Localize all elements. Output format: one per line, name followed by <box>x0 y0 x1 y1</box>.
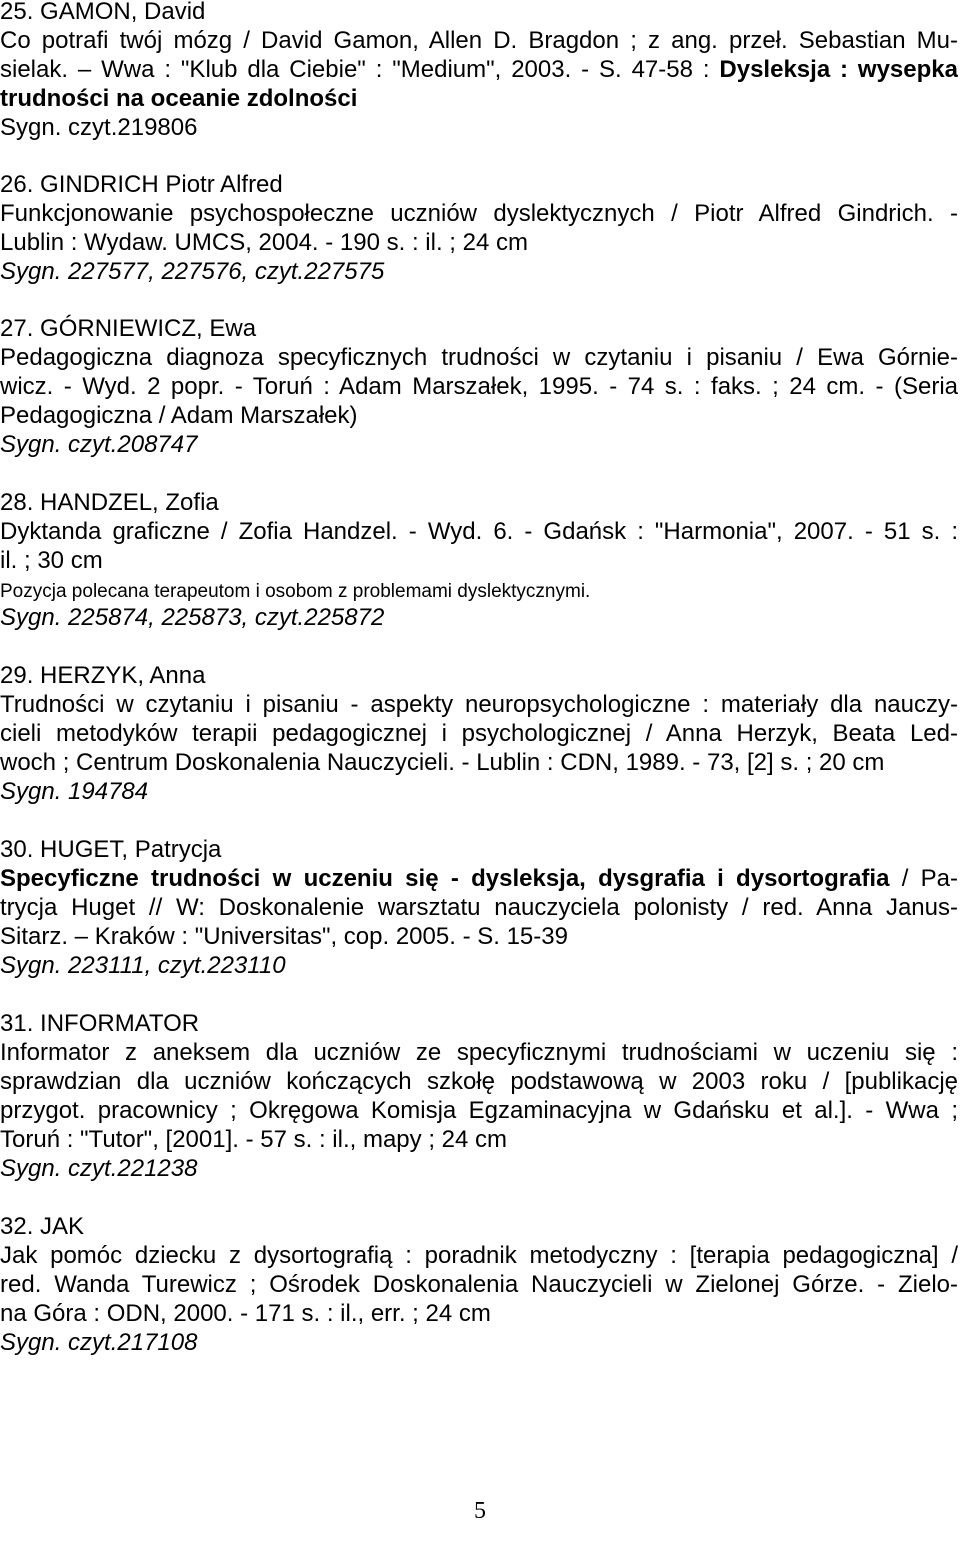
entry-signature: Sygn. 227577, 227576, czyt.227575 <box>0 258 385 285</box>
entry-text-line: na Góra : ODN, 2000. - 171 s. : il., err. ; 24 cm <box>0 1300 491 1327</box>
entry-heading: 30. HUGET, Patrycja <box>0 836 222 863</box>
entry-note: Pozycja polecana terapeutom i osobom z problemami dyslektycznymi. <box>0 581 591 602</box>
entry-heading: 31. INFORMATOR <box>0 1010 200 1037</box>
entry-text-line: Lublin : Wydaw. UMCS, 2004. - 190 s. : il. ; 24 cm <box>0 229 528 256</box>
entry-signature: Sygn. czyt.217108 <box>0 1329 198 1356</box>
entry-signature: Sygn. 223111, czyt.223110 <box>0 952 286 979</box>
page-number: 5 <box>474 1498 486 1524</box>
entry-signature: Sygn. czyt.219806 <box>0 114 198 141</box>
entry-text-line <box>0 55 958 84</box>
entry-heading: 28. HANDZEL, Zofia <box>0 489 219 516</box>
entry-text-line: Funkcjonowanie psychospołeczne uczniów dyslektycznych / Piotr Alfred Gindrich. - <box>0 200 958 227</box>
entry-text-line: wicz. - Wyd. 2 popr. - Toruń : Adam Marszałek, 1995. - 74 s. : faks. ; 24 cm. - (Seria <box>0 373 958 400</box>
entry-text-line: Co potrafi twój mózg / David Gamon, Allen D. Bragdon ; z ang. przeł. Sebastian Mu- <box>0 27 958 54</box>
entry-text-line: Trudności w czytaniu i pisaniu - aspekty neuropsychologiczne : materiały dla nauczy- <box>0 691 958 718</box>
entry-text-line <box>0 864 958 893</box>
entry-text-line: Sitarz. – Kraków : "Universitas", cop. 2005. - S. 15-39 <box>0 923 568 950</box>
entry-text-line: il. ; 30 cm <box>0 547 103 574</box>
entry-text-line: Dyktanda graficzne / Zofia Handzel. - Wyd. 6. - Gdańsk : "Harmonia", 2007. - 51 s. : <box>0 518 958 545</box>
entry-text-line: Pedagogiczna / Adam Marszałek) <box>0 402 358 429</box>
entry-text-line: Toruń : "Tutor", [2001]. - 57 s. : il., mapy ; 24 cm <box>0 1126 508 1153</box>
entry-text-line: trycja Huget // W: Doskonalenie warsztatu nauczyciela polonisty / red. Anna Janus- <box>0 894 958 921</box>
entry-signature: Sygn. czyt.221238 <box>0 1155 198 1182</box>
entry-text-line: przygot. pracownicy ; Okręgowa Komisja Egzaminacyjna w Gdańsku et al.]. - Wwa ; <box>0 1097 958 1124</box>
entry-heading: 32. JAK <box>0 1213 85 1240</box>
entry-heading: 27. GÓRNIEWICZ, Ewa <box>0 315 257 342</box>
entry-text-segment: sielak. – Wwa : "Klub dla Ciebie" : "Medium", 2003. - S. 47-58 : <box>0 56 720 83</box>
entry-text-line: Pedagogiczna diagnoza specyficznych trudności w czytaniu i pisaniu / Ewa Górnie- <box>0 344 958 371</box>
entry-text-line: woch ; Centrum Doskonalenia Nauczycieli. - Lublin : CDN, 1989. - 73, [2] s. ; 20 cm <box>0 749 885 776</box>
entry-text-line: red. Wanda Turewicz ; Ośrodek Doskonalenia Nauczycieli w Zielonej Górze. - Zielo- <box>0 1271 958 1298</box>
entry-bold-title: Dysleksja : wysepka <box>719 56 958 83</box>
entry-text-segment: / Pa- <box>889 865 958 892</box>
entry-heading: 29. HERZYK, Anna <box>0 662 206 689</box>
entry-heading: 26. GINDRICH Piotr Alfred <box>0 171 283 198</box>
entry-text-line: Jak pomóc dziecku z dysortografią : poradnik metodyczny : [terapia pedagogiczna] / <box>0 1242 958 1269</box>
entry-signature: Sygn. 225874, 225873, czyt.225872 <box>0 604 385 631</box>
entry-text-line: Informator z aneksem dla uczniów ze specyficznymi trudnościami w uczeniu się : <box>0 1039 958 1066</box>
entry-signature: Sygn. 194784 <box>0 778 149 805</box>
entry-text-line: trudności na oceanie zdolności <box>0 85 358 112</box>
entry-text-line: cieli metodyków terapii pedagogicznej i psychologicznej / Anna Herzyk, Beata Led- <box>0 720 958 747</box>
entry-heading: 25. GAMON, David <box>0 0 206 25</box>
entry-signature: Sygn. czyt.208747 <box>0 431 198 458</box>
entry-text-line: sprawdzian dla uczniów kończących szkołę podstawową w 2003 roku / [publikację <box>0 1068 958 1095</box>
entry-bold-title: Specyficzne trudności w uczeniu się - dysleksja, dysgrafia i dysortografia <box>0 865 890 892</box>
